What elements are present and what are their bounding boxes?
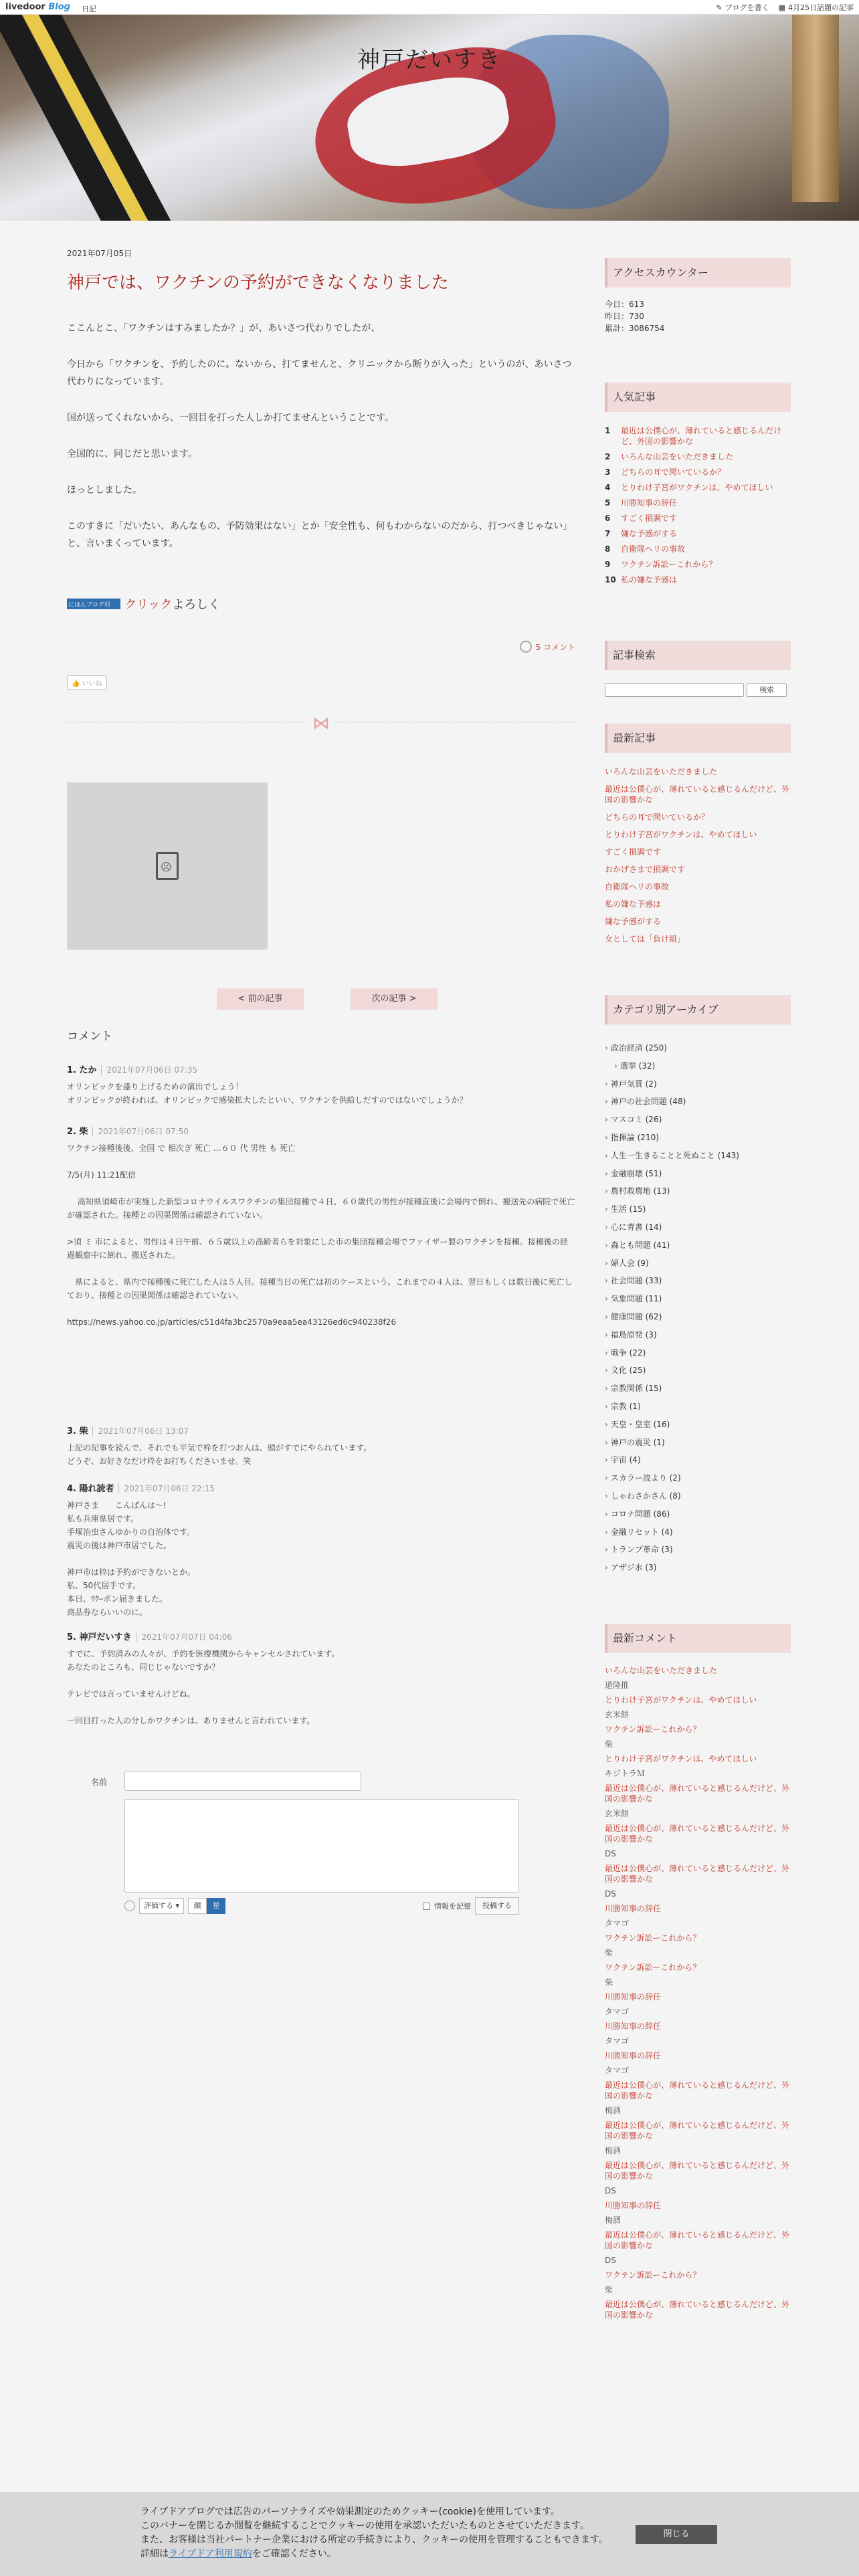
recent-comment-item (605, 1695, 791, 1720)
popular-item (605, 528, 791, 539)
recent-comment-link[interactable]: ワクチン訴訟ーこれから？ (605, 1933, 701, 1943)
popular-rank: 3 (605, 467, 611, 477)
category-link[interactable]: › 金融崩壊 (51) (605, 1165, 791, 1183)
popular-link[interactable]: 最近は公僕心が、薄れていると感じるんだけど、外国の影響かな (621, 426, 782, 446)
popular-item (605, 482, 791, 493)
count-today: 今日：613 (605, 300, 644, 309)
click-suffix: よろしく (172, 598, 221, 612)
recent-comment-item (605, 2050, 791, 2076)
comment-count-link[interactable] (520, 641, 575, 653)
topic-link[interactable] (779, 2, 854, 13)
blog-mura-banner[interactable]: にほんブログ村 (67, 599, 120, 609)
recent-comment-item (605, 1753, 791, 1779)
recent-comment-author: タマゴ (605, 2036, 630, 2046)
recent-comment-link[interactable]: 最近は公僕心が、薄れていると感じるんだけど、外国の影響かな (605, 2230, 790, 2250)
recent-comment-item (605, 1863, 791, 1899)
popular-item (605, 559, 791, 570)
recent-comment-item (605, 1665, 791, 1691)
recent-comment-author: キジトラＭ (605, 1769, 645, 1778)
category-link[interactable]: › 農村救農地 (13) (605, 1182, 791, 1200)
cookie-line-post: をご確認ください。 (252, 2549, 337, 2559)
article-paragraph: 今日から「ワクチンを、予約したのに。ないから、打てませんと、クリニックから断りが入った」というのが、あいさつ代わりになっています。 (67, 359, 572, 387)
recent-comment-link[interactable]: 最近は公僕心が、薄れていると感じるんだけど、外国の影響かな (605, 1784, 790, 1804)
terms-link[interactable]: ライブドア利用規約 (169, 2549, 252, 2559)
recent-comment-link[interactable]: 最近は公僕心が、薄れていると感じるんだけど、外国の影響かな (605, 2300, 790, 2320)
recent-link[interactable]: とりわけ子宮がワクチンは、やめてほしい (605, 830, 757, 839)
popular-rank: 8 (605, 544, 611, 554)
recent-comment-item (605, 2080, 791, 2116)
recent-comment-item (605, 1903, 791, 1929)
popular-rank: 5 (605, 498, 611, 508)
recent-comment-author: タマゴ (605, 2007, 630, 2016)
count-yesterday: 昨日：730 (605, 312, 644, 321)
popular-rank: 4 (605, 483, 611, 492)
popular-item (605, 467, 791, 477)
category-link[interactable]: › 宗教関係 (15) (605, 1380, 791, 1398)
category-link[interactable]: › 金融リセット (4) (605, 1523, 791, 1541)
comments-heading: コメント (67, 1030, 112, 1043)
popular-item (605, 451, 791, 462)
category-link[interactable]: › 選挙 (32) (605, 1057, 791, 1075)
name-input[interactable] (124, 1771, 361, 1791)
logo-main: livedoor (5, 2, 45, 12)
category-link[interactable]: › 心に青書 (14) (605, 1218, 791, 1237)
recent-comment-link[interactable]: ワクチン訴訟ーこれから？ (605, 2270, 701, 2280)
popular-link[interactable]: 私の嫌な予感は (621, 575, 678, 584)
category-link[interactable]: › 神戸気質 (2) (605, 1075, 791, 1093)
category-link[interactable]: › 気象問題 (11) (605, 1290, 791, 1308)
blog-header (0, 15, 859, 221)
chevron-down-icon: ▾ (175, 1901, 180, 1910)
comment-text: 上記の記事を読んで、それでも平気で枠を打つお人は、頭がすでにやられています。 どうぞ、お好きなだけ枠をお打ちくださいませ。笑 (67, 1443, 372, 1466)
comment-timestamp: 2021年07月06日 13:07 (92, 1426, 189, 1436)
article-date: 2021年07月05日 (67, 249, 132, 258)
article-title[interactable]: 神戸では、ワクチンの予約ができなくなりました (67, 273, 449, 293)
recent-comment-author: タマゴ (605, 1919, 630, 1928)
category-link[interactable]: › マスコミ (26) (605, 1111, 791, 1129)
comment-count-label: 5 コメント (535, 642, 575, 652)
comment-item (67, 1063, 575, 1107)
recent-comments-heading: 最新コメント (605, 1624, 791, 1653)
popular-item (605, 544, 791, 554)
comment-item (67, 1125, 575, 1329)
popular-link[interactable]: すごく損調です (621, 514, 678, 523)
cookie-line-pre: 詳細は (140, 2549, 169, 2559)
comment-author: 2. 柴 (67, 1127, 88, 1137)
cookie-banner (0, 2492, 859, 2576)
comment-timestamp: 2021年07月06日 22:15 (118, 1484, 215, 1493)
rating-select[interactable] (139, 1898, 184, 1914)
recent-comments-list (605, 1665, 791, 2325)
category-list (605, 1039, 791, 1577)
popular-item (605, 574, 791, 585)
popular-link[interactable]: とりわけ子宮がワクチンは、やめてほしい (621, 483, 773, 492)
category-link[interactable]: › 神戸の社会問題 (48) (605, 1093, 791, 1111)
cookie-text (140, 2505, 608, 2561)
recent-comment-author: タマゴ (605, 2066, 630, 2075)
recent-list (605, 766, 791, 951)
recent-link[interactable]: どちらの耳で聞いているか？ (605, 813, 710, 822)
category-link[interactable]: › 生活 (15) (605, 1200, 791, 1218)
comment-item (67, 1482, 575, 1619)
recent-comment-link[interactable]: 最近は公僕心が、薄れていると感じるんだけど、外国の影響かな (605, 2080, 790, 2101)
comment-author: 5. 神戸だいすき (67, 1632, 132, 1642)
name-label: 名前 (91, 1778, 108, 1787)
category-link[interactable]: › 森とも問題 (41) (605, 1237, 791, 1255)
category-link[interactable]: › 婦人会 (9) (605, 1255, 791, 1273)
count-total: 累計：3086754 (605, 324, 665, 333)
search-input[interactable] (605, 683, 744, 697)
popular-rank: 10 (605, 575, 616, 584)
access-counter-heading: アクセスカウンター (605, 258, 791, 288)
popular-item (605, 513, 791, 524)
comment-text: 神戸さま こんばんは〜! 私も兵庫県居です。 手塚治虫さんゆかりの自治体です。 震災の後は神戸市居でした。 神戸市は枠は予約ができないとか。 私、50代居手です。 本日、ﾜｸｰポン届きました。 商品券ならいいのに。 (67, 1501, 196, 1617)
category-link[interactable]: › 天皇・皇室 (16) (605, 1416, 791, 1434)
recent-comment-link[interactable]: 川勝知事の辞任 (605, 2201, 662, 2210)
recent-comment-author: DS (605, 1889, 616, 1899)
recent-comment-author: DS (605, 1849, 616, 1858)
comment-timestamp: 2021年07月06日 07:50 (92, 1127, 189, 1136)
comment-text: ワクチン接種後後、全国 で 相次ぎ 死亡 …６０ 代 男性 も 死亡 7/5(月) 11:21配信 高知県須崎市が実施した新型コロナウイルスワクチンの集団接種で４日、６０歳代の男性が接種直後に会場内で倒れ、搬送先の病院で死亡が確認された。接種との因果関係は確認されていない。 >須 ミ 市によると、男性は４日午前、６５歳以上の高齢者らを対象にした市の集団接種会場でファイザー製のワクチンを接種。接種後の経過観察中に倒れ、搬送された。 県によると、県内で接種後に死亡した人は５人目。接種当日の死亡は初のケースという。これまでの４人は、翌日もしくは数日後に死亡しており、接種との因果関係は確認されていない。 https://news.yahoo.co.jp/articles/c51d4fa3bc2570a9eaa5ea43126ed6c940238f26 (67, 1144, 575, 1327)
search-box (605, 683, 791, 697)
category-link[interactable]: › トランプ革命 (3) (605, 1541, 791, 1559)
popular-link[interactable]: 自衛隊ヘリの事故 (621, 544, 686, 554)
cookie-close-button[interactable]: 閉じる (636, 2525, 717, 2544)
popular-rank: 9 (605, 560, 611, 569)
category-link[interactable]: › 戦争 (22) (605, 1344, 791, 1362)
next-article-button[interactable]: 次の記事 > (351, 988, 438, 1010)
recent-comment-item (605, 1992, 791, 2017)
category-link[interactable]: › 健康問題 (62) (605, 1308, 791, 1326)
ribbon-icon: ⋈ (308, 714, 335, 734)
logo-sub: Blog (48, 2, 70, 12)
recent-comment-link[interactable]: ワクチン訴訟ーこれから？ (605, 1963, 701, 1972)
livedoor-logo[interactable] (5, 2, 70, 12)
category-link[interactable]: › スカラー波より (2) (605, 1469, 791, 1487)
popular-item (605, 498, 791, 508)
comment-text: すでに、予約済みの人々が、予約を医療機関からキャンセルされています。 あなたのところも、同じじゃないですか？ テレビでは言っていませんけどね。 一回目打った人の分しかワクチンは、ありませんと言われています。 (67, 1649, 340, 1725)
recent-comment-author: 柴 (605, 2285, 613, 2294)
recent-comment-item (605, 1933, 791, 1958)
popular-link[interactable]: 嫌な予感がする (621, 529, 678, 538)
comment-item (67, 1424, 575, 1468)
recent-comment-link[interactable]: 川勝知事の辞任 (605, 1904, 662, 1913)
category-link[interactable]: › 文化 (25) (605, 1362, 791, 1380)
article-paragraph: 国が送ってくれないから、一回目を打った人しか打てませんということです。 (67, 413, 394, 423)
recent-comment-link[interactable]: 川勝知事の辞任 (605, 2022, 662, 2031)
search-button[interactable]: 検索 (747, 683, 787, 697)
recent-comment-link[interactable]: ワクチン訴訟ーこれから？ (605, 1725, 701, 1734)
category-link[interactable]: › 福島原発 (3) (605, 1326, 791, 1344)
comment-item (67, 1630, 575, 1727)
comment-timestamp: 2021年07月06日 07:35 (101, 1065, 197, 1075)
prev-article-button[interactable]: < 前の記事 (217, 988, 304, 1010)
pencil-icon: ✎ (716, 3, 723, 12)
recent-comment-author: 柴 (605, 1948, 613, 1957)
recent-comment-author: 梅酒 (605, 2216, 622, 2225)
recent-comment-author: DS (605, 2186, 616, 2195)
calendar-icon: ▦ (778, 3, 785, 12)
recent-comment-item (605, 2021, 791, 2046)
rating-type-toggle (188, 1898, 225, 1914)
recent-comment-author: DS (605, 2256, 616, 2265)
comment-author: 4. 陽れ読者 (67, 1484, 114, 1494)
click-text (124, 595, 220, 613)
comment-author: 1. たか (67, 1065, 97, 1075)
article-paragraph: ここんとこ、「ワクチンはすみましたか？」が、あいさつ代わりでしたが、 (67, 323, 381, 334)
popular-item (605, 425, 791, 447)
broken-document-icon (156, 852, 179, 880)
comment-timestamp: 2021年07月07日 04:06 (136, 1632, 232, 1642)
popular-link[interactable]: ワクチン訴訟ーこれから？ (621, 560, 717, 569)
recent-comment-link[interactable]: とりわけ子宮がワクチンは、やめてほしい (605, 1754, 757, 1763)
recent-comment-item (605, 2200, 791, 2226)
popular-link[interactable]: いろんな山芸をいただきました (621, 452, 734, 461)
recent-heading: 最新記事 (605, 724, 791, 753)
diary-link[interactable]: 日記 (82, 5, 96, 13)
comment-author: 3. 柴 (67, 1426, 88, 1436)
recent-comment-author: 柴 (605, 1739, 613, 1749)
cookie-line: ライブドアブログでは広告のパーソナライズや効果測定のためクッキー(cookie)を使用しています。 (140, 2506, 560, 2517)
comment-text: オリンピックを盛り上げるための演出でしょう！ オリンピックが終われば、オリンピックで感染拡大したといい、ワクチンを供給しだすのではないでしょうか？ (67, 1082, 468, 1105)
popular-list (605, 425, 791, 590)
recent-comment-item (605, 2120, 791, 2156)
recent-link[interactable]: 嫌な予感がする (605, 917, 662, 926)
remember-checkbox[interactable] (423, 1903, 430, 1910)
recent-comment-item (605, 2160, 791, 2196)
like-button[interactable] (67, 675, 107, 689)
category-link[interactable]: › アザジ水 (3) (605, 1559, 791, 1577)
article-paragraph: 全国的に、同じだと思います。 (67, 449, 197, 459)
category-link[interactable]: › 指揮論 (210) (605, 1129, 791, 1147)
recent-comment-author: 梅酒 (605, 2106, 622, 2115)
category-link[interactable]: › 宗教 (1) (605, 1398, 791, 1416)
popular-link[interactable]: どちらの耳で聞いているか？ (621, 467, 726, 477)
popular-rank: 2 (605, 452, 611, 461)
popular-rank: 6 (605, 514, 611, 523)
cookie-line: このバナーを閉じるか閲覧を継続することでクッキーの使用を承認いただいたものとさせていただきます。 (140, 2520, 589, 2531)
category-heading: カテゴリ別アーカイブ (605, 995, 791, 1025)
category-link[interactable]: › 神戸の震災 (1) (605, 1434, 791, 1452)
category-link[interactable]: › 社会問題 (33) (605, 1272, 791, 1290)
category-link[interactable]: › 宇宙 (4) (605, 1451, 791, 1469)
recent-comment-item (605, 1823, 791, 1859)
article-pager (217, 988, 438, 1010)
recent-comment-link[interactable]: 最近は公僕心が、薄れていると感じるんだけど、外国の影響かな (605, 2121, 790, 2141)
recent-comment-item (605, 2299, 791, 2321)
article-paragraph: このすきに「だいたい、あんなもの、予防効果はない」とか「安全性も、何もわからないのだから、打つべきじゃない」と、言いまくっています。 (67, 521, 573, 549)
recent-link[interactable]: いろんな山芸をいただきました (605, 767, 718, 776)
star-option[interactable]: 星 (207, 1898, 225, 1914)
recent-link[interactable]: 女としては「負け組」 (605, 934, 686, 944)
recent-comment-link[interactable]: 最近は公僕心が、薄れていると感じるんだけど、外国の影響かな (605, 1864, 790, 1884)
recent-comment-item (605, 2230, 791, 2266)
recent-link[interactable]: すごく損調です (605, 847, 662, 857)
recent-comment-item (605, 1724, 791, 1749)
search-heading: 記事検索 (605, 641, 791, 670)
smiley-icon[interactable] (124, 1901, 135, 1911)
recent-comment-item (605, 1962, 791, 1988)
like-icon: 👍 (72, 680, 80, 687)
remember-label: 情報を記憶 (434, 1902, 471, 1911)
comment-bubble-icon (520, 641, 532, 653)
post-button[interactable]: 投稿する (475, 1897, 519, 1915)
category-link[interactable]: › 政治経済 (250) (605, 1039, 791, 1057)
recent-link[interactable]: 自衛隊ヘリの事故 (605, 882, 670, 891)
category-link[interactable]: › コロナ問題 (86) (605, 1505, 791, 1523)
recent-comment-item (605, 1783, 791, 1819)
recent-comment-link[interactable]: 川勝知事の辞任 (605, 1992, 662, 2002)
popular-link[interactable]: 川勝知事の辞任 (621, 498, 678, 508)
click-link[interactable]: クリック (124, 598, 173, 612)
recent-link[interactable]: おかげさまで損調です (605, 865, 686, 874)
blog-title[interactable]: 神戸だいすき (357, 47, 502, 74)
access-counter (605, 298, 664, 334)
recent-comment-link[interactable]: 最近は公僕心が、薄れていると感じるんだけど、外国の影響かな (605, 1824, 790, 1844)
recent-comment-link[interactable]: 川勝知事の辞任 (605, 2051, 662, 2060)
cookie-line: また、お客様は当社パートナー企業における所定の手続きにより、クッキーの使用を管理することもできます。 (140, 2535, 608, 2545)
category-link[interactable]: › しゃわさかさん (8) (605, 1487, 791, 1505)
top-bar (0, 0, 859, 15)
rating-label: 評価する (144, 1901, 173, 1910)
category-link[interactable]: › 人生一生きることと死ぬこと (143) (605, 1147, 791, 1165)
comment-toolbar (124, 1897, 519, 1915)
face-option[interactable]: 顔 (188, 1898, 207, 1914)
ad-placeholder (67, 782, 268, 950)
recent-comment-author: 玄米餅 (605, 1809, 630, 1818)
recent-link[interactable]: 最近は公僕心が、薄れていると感じるんだけど、外国の影響かな (605, 784, 790, 804)
like-label: いいね (82, 680, 102, 687)
recent-link[interactable]: 私の嫌な予感は (605, 899, 662, 909)
recent-comment-link[interactable]: とりわけ子宮がワクチンは、やめてほしい (605, 1695, 757, 1705)
recent-comment-link[interactable]: 最近は公僕心が、薄れていると感じるんだけど、外国の影響かな (605, 2161, 790, 2181)
recent-comment-author: 道隆推 (605, 1681, 630, 1690)
recent-comment-author: 柴 (605, 1977, 613, 1987)
popular-heading: 人気記事 (605, 383, 791, 412)
topic-label: 4月25日話題の記事 (788, 3, 854, 12)
recent-comment-link[interactable]: いろんな山芸をいただきました (605, 1666, 718, 1675)
write-blog-link[interactable] (716, 2, 769, 13)
write-blog-label: ブログを書く (725, 3, 769, 12)
ranking-banner-area (67, 595, 220, 613)
recent-comment-author: 玄米餅 (605, 1710, 630, 1719)
popular-rank: 7 (605, 529, 611, 538)
comment-textarea[interactable] (124, 1799, 519, 1893)
recent-comment-author: 梅酒 (605, 2146, 622, 2155)
recent-comment-item (605, 2270, 791, 2295)
popular-rank: 1 (605, 426, 611, 435)
article-paragraph: ほっとしました。 (67, 485, 142, 496)
cookie-line (140, 2547, 608, 2561)
